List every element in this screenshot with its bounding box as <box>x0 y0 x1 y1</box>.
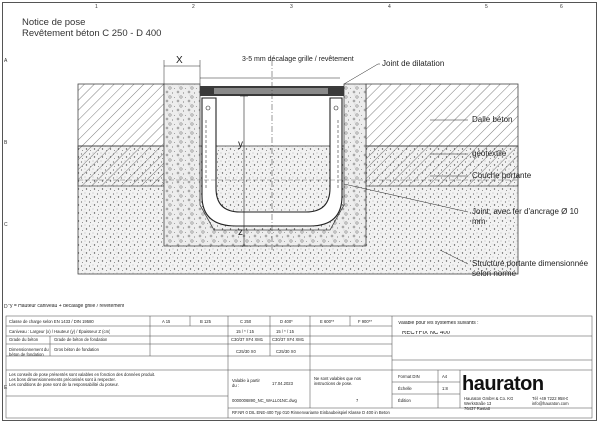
hauraton-logo: hauraton <box>462 373 544 395</box>
row-foundation-label: Dimensionnement du béton de fondation <box>9 347 49 357</box>
axis-side-a: A <box>4 58 8 64</box>
drawing-code: 0000006890_NC_WALL01NC.dwg <box>232 398 297 403</box>
footnote: *y = Hauteur caniveau + décalage grille / revêtement <box>8 304 125 309</box>
axis-side-d: D <box>4 304 8 310</box>
axis-side-b: B <box>4 140 8 146</box>
dim-z-label: z <box>238 227 243 238</box>
class-d400: D 400* <box>280 319 293 324</box>
note-3: Les conditions de pose sont de la responsabilité du poseur. <box>9 382 119 387</box>
valid-from-label: Valable à partir du : <box>232 378 260 388</box>
axis-side-e: E <box>4 385 8 391</box>
axis-top-2: 2 <box>192 4 195 10</box>
label-dalle-beton: Dalle béton <box>472 115 513 124</box>
note-1: Les conseils de pose présentés sont valables en fonction des données produit. <box>9 372 156 377</box>
title-line-1: Notice de pose <box>22 17 86 28</box>
dim-x-label: X <box>176 55 183 66</box>
class-a15: A 15 <box>162 319 171 324</box>
grade-d400: C30/37 XF4 XM1 <box>272 337 305 342</box>
valid-systems-title: Valable pour les systèmes suivants : <box>398 321 479 326</box>
row-foundation-sub: Gros béton de fondation <box>54 347 99 352</box>
class-f900: F 900** <box>358 319 372 324</box>
axis-top-3: 3 <box>290 4 293 10</box>
valid-from-date: 17.04.2023 <box>272 381 293 386</box>
concrete-slab-left <box>78 84 164 146</box>
axis-top-1: 1 <box>95 4 98 10</box>
dim-y-label: y <box>238 139 243 150</box>
row-concrete-grade-sub: Grade de béton de fondation <box>54 337 108 342</box>
contact-phone: Tél +49 7222 958-0 <box>532 396 569 401</box>
row-concrete-grade-label: Grade du béton <box>9 337 39 342</box>
label-joint-dilatation: Joint de dilatation <box>382 59 445 68</box>
valid-system-recyfix: RECYFIX NC 400 <box>402 331 451 336</box>
drawing-reference: RF.NR 0 DIL ENE-400 Typ 010 Rinnenvariante Einbaubeispiel Klasse D 400 in Beton <box>232 410 390 415</box>
dims-c250: 15 / * / 15 <box>236 329 254 334</box>
label-geotextile: géotextile <box>472 149 507 158</box>
axis-top-6: 6 <box>560 4 563 10</box>
axis-top-5: 5 <box>485 4 488 10</box>
foundation-c250: C25/30 X0 <box>236 349 256 354</box>
format-label: Format DIN <box>398 374 420 379</box>
instructions-note: Ne sont valables que nos instructions de pose. <box>314 376 362 386</box>
grade-c250: C30/37 XF4 XM1 <box>231 337 264 342</box>
title-line-2: Revêtement béton C 250 - D 400 <box>22 28 162 39</box>
row-load-class-label: Classe de charge selon EN 1433 / DIN 19580 <box>9 319 94 324</box>
axis-side-c: C <box>4 222 8 228</box>
label-decalage: 3-5 mm décalage grille / revêtement <box>242 56 354 63</box>
label-joint-fer: Joint, avec fer d'ancrage Ø 10 mm <box>472 207 579 226</box>
foundation-d400: C25/30 X0 <box>276 349 296 354</box>
class-e600: E 600** <box>320 319 335 324</box>
contact-email: info@hauraton.com <box>532 401 569 406</box>
label-structure-portante: Structure portante dimensionnée selon norme <box>472 259 589 278</box>
format-value: A4 <box>442 374 448 379</box>
dims-d400: 15 / * / 15 <box>276 329 294 334</box>
page-number: 7 <box>356 398 359 403</box>
scale-label: Échelle <box>398 386 412 391</box>
address-1: Hauraton GmbH & Co. KG <box>464 396 514 401</box>
edition-label: Édition <box>398 398 411 403</box>
class-b125: B 125 <box>200 319 211 324</box>
class-c250: C 250 <box>240 319 252 324</box>
note-2: Les bons dimensionnements préconisés sont à respecter. <box>9 377 116 382</box>
scale-value: 1:8 <box>442 386 448 391</box>
label-couche-portante: Couche portante <box>472 171 532 180</box>
address-3: 76437 Rastatt <box>464 406 491 411</box>
row-dimensions-label: Caniveau : Largeur (x) / Hauteur (y) / Épaisseur Z (cm) <box>9 329 111 334</box>
axis-top-4: 4 <box>388 4 391 10</box>
address-2: Werkstraße 13 <box>464 401 492 406</box>
